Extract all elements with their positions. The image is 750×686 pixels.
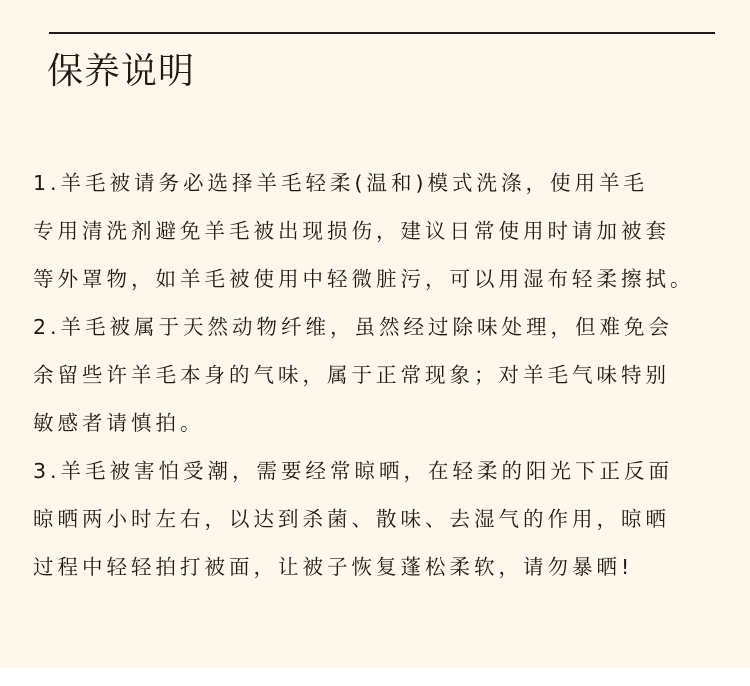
instruction-line: 等外罩物，如羊毛被使用中轻微脏污，可以用湿布轻柔擦拭。 [33, 267, 695, 291]
instruction-line: 专用清洗剂避免羊毛被出现损伤，建议日常使用时请加被套 [33, 219, 670, 243]
instruction-line: 敏感者请慎拍。 [33, 411, 205, 435]
instruction-line: 3.羊毛被害怕受潮，需要经常晾晒，在轻柔的阳光下正反面 [33, 459, 674, 483]
instruction-line: 2.羊毛被属于天然动物纤维，虽然经过除味处理，但难免会 [33, 315, 674, 339]
instruction-line: 晾晒两小时左右，以达到杀菌、散味、去湿气的作用，晾晒 [33, 507, 670, 531]
instruction-line: 余留些许羊毛本身的气味，属于正常现象；对羊毛气味特别 [33, 363, 670, 387]
top-divider [49, 32, 715, 34]
instruction-line: 过程中轻轻拍打被面，让被子恢复蓬松柔软，请勿暴晒! [33, 555, 634, 579]
instruction-line: 1.羊毛被请务必选择羊毛轻柔(温和)模式洗涤，使用羊毛 [33, 171, 649, 195]
section-title: 保养说明 [47, 51, 196, 92]
instructions-body [33, 159, 723, 591]
